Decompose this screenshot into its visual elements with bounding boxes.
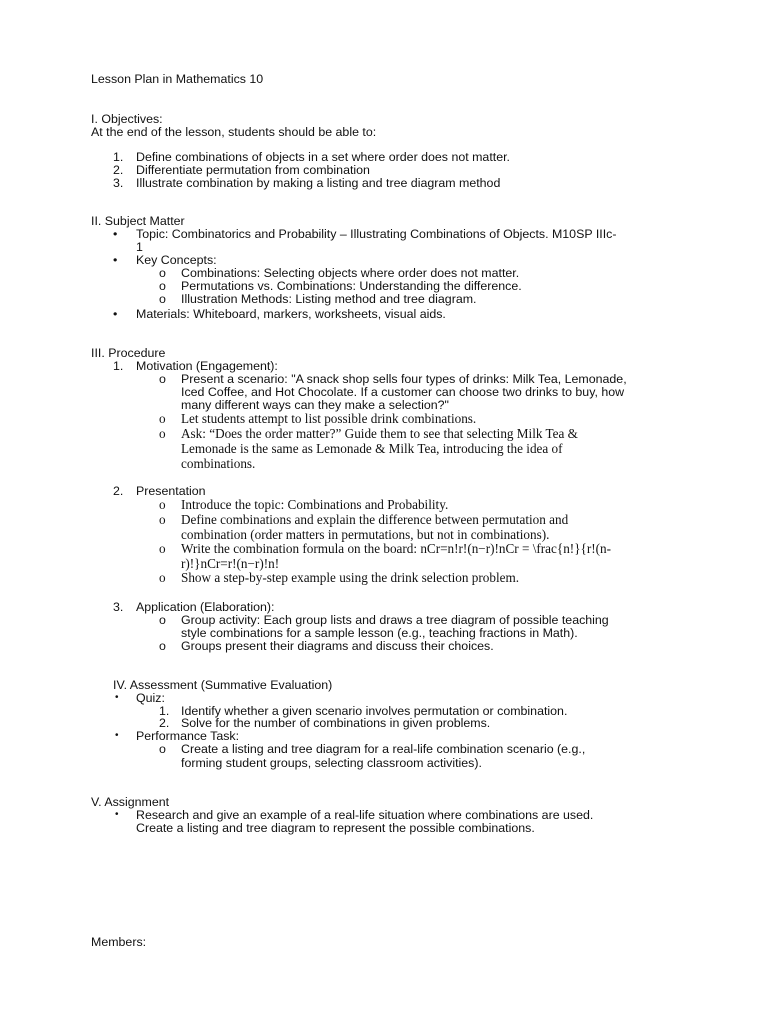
- assessment-heading: IV. Assessment (Summative Evaluation): [113, 678, 333, 692]
- procedure-heading: III. Procedure: [91, 346, 166, 360]
- formula-line: Write the combination formula on the board: nCr=n!r!(n−r)!nCr = \frac{n!}{r!(n-: [181, 541, 612, 556]
- formula-line: r)!}nCr=r!(n−r)!n!: [181, 556, 280, 571]
- objective-text: Define combinations of objects in a set where order does not matter.: [136, 150, 510, 164]
- performance-task-label: Performance Task:: [136, 729, 240, 743]
- define-line: Define combinations and explain the difference between permutation and: [181, 512, 569, 527]
- assignment-line: Research and give an example of a real-life situation where combinations are used.: [136, 808, 594, 822]
- circle-marker: o: [159, 279, 166, 293]
- scenario-line: Present a scenario: "A snack shop sells four types of drinks: Milk Tea, Lemonade,: [181, 372, 627, 386]
- step-number: 2.: [113, 484, 124, 498]
- circle-marker: o: [159, 742, 166, 756]
- quiz-item: Solve for the number of combinations in given problems.: [181, 716, 491, 730]
- circle-marker: o: [159, 613, 166, 627]
- subject-matter-heading: II. Subject Matter: [91, 214, 185, 228]
- document-title: Lesson Plan in Mathematics 10: [91, 72, 264, 86]
- performance-line: Create a listing and tree diagram for a real-life combination scenario (e.g.,: [181, 742, 586, 756]
- groups-present-line: Groups present their diagrams and discuss their choices.: [181, 639, 494, 653]
- performance-line: forming student groups, selecting classroom activities).: [181, 756, 482, 770]
- motivation-label: Motivation (Engagement):: [136, 359, 278, 373]
- application-label: Application (Elaboration):: [136, 600, 275, 614]
- define-line: combination (order matters in permutations, but not in combinations).: [181, 527, 550, 542]
- circle-marker: o: [159, 292, 166, 306]
- bullet-marker: •: [113, 253, 118, 267]
- step-number: 3.: [113, 600, 124, 614]
- presentation-label: Presentation: [136, 484, 206, 498]
- assignment-line: Create a listing and tree diagram to represent the possible combinations.: [136, 821, 535, 835]
- concept-item: Combinations: Selecting objects where order does not matter.: [181, 266, 520, 280]
- objective-number: 3.: [113, 176, 124, 190]
- objective-text: Differentiate permutation from combination: [136, 163, 370, 177]
- attempt-line: Let students attempt to list possible drink combinations.: [181, 411, 477, 426]
- quiz-label: Quiz:: [136, 691, 165, 705]
- circle-marker: o: [159, 497, 166, 512]
- bullet-marker: •: [115, 692, 119, 703]
- objectives-heading: I. Objectives:: [91, 112, 163, 126]
- ask-line: Ask: “Does the order matter?” Guide them to see that selecting Milk Tea &: [181, 426, 578, 441]
- materials-line: Materials: Whiteboard, markers, worksheets, visual aids.: [136, 307, 446, 321]
- key-concepts-label: Key Concepts:: [136, 253, 217, 267]
- circle-marker: o: [159, 266, 166, 280]
- circle-marker: o: [159, 426, 166, 441]
- quiz-item: Identify whether a given scenario involves permutation or combination.: [181, 704, 568, 718]
- group-activity-line: Group activity: Each group lists and draws a tree diagram of possible teaching: [181, 613, 609, 627]
- ask-line: Lemonade is the same as Lemonade & Milk Tea, introducing the idea of: [181, 441, 563, 456]
- circle-marker: o: [159, 541, 166, 556]
- objective-number: 1.: [113, 150, 124, 164]
- quiz-number: 1.: [159, 704, 170, 718]
- concept-item: Illustration Methods: Listing method and tree diagram.: [181, 292, 477, 306]
- bullet-marker: •: [115, 730, 119, 741]
- topic-line-continued: 1: [136, 240, 143, 254]
- objectives-intro: At the end of the lesson, students should be able to:: [91, 125, 377, 139]
- assignment-heading: V. Assignment: [91, 795, 170, 809]
- concept-item: Permutations vs. Combinations: Understanding the difference.: [181, 279, 522, 293]
- ask-line: combinations.: [181, 456, 256, 471]
- scenario-line: Iced Coffee, and Hot Chocolate. If a customer can choose two drinks to buy, how: [181, 385, 625, 399]
- members-label: Members:: [91, 935, 147, 949]
- objective-text: Illustrate combination by making a listing and tree diagram method: [136, 176, 501, 190]
- topic-line: Topic: Combinatorics and Probability – Illustrating Combinations of Objects. M10SP IIIc-: [136, 227, 617, 241]
- bullet-marker: •: [113, 227, 118, 241]
- quiz-number: 2.: [159, 716, 170, 730]
- introduce-line: Introduce the topic: Combinations and Probability.: [181, 497, 449, 512]
- circle-marker: o: [159, 639, 166, 653]
- scenario-line: many different ways can they make a selection?": [181, 398, 449, 412]
- circle-marker: o: [159, 570, 166, 585]
- example-line: Show a step-by-step example using the drink selection problem.: [181, 570, 520, 585]
- bullet-marker: •: [115, 809, 119, 820]
- circle-marker: o: [159, 411, 166, 426]
- group-activity-line: style combinations for a sample lesson (e.g., teaching fractions in Math).: [181, 626, 578, 640]
- step-number: 1.: [113, 359, 124, 373]
- bullet-marker: •: [113, 307, 118, 321]
- circle-marker: o: [159, 372, 166, 386]
- circle-marker: o: [159, 512, 166, 527]
- objective-number: 2.: [113, 163, 124, 177]
